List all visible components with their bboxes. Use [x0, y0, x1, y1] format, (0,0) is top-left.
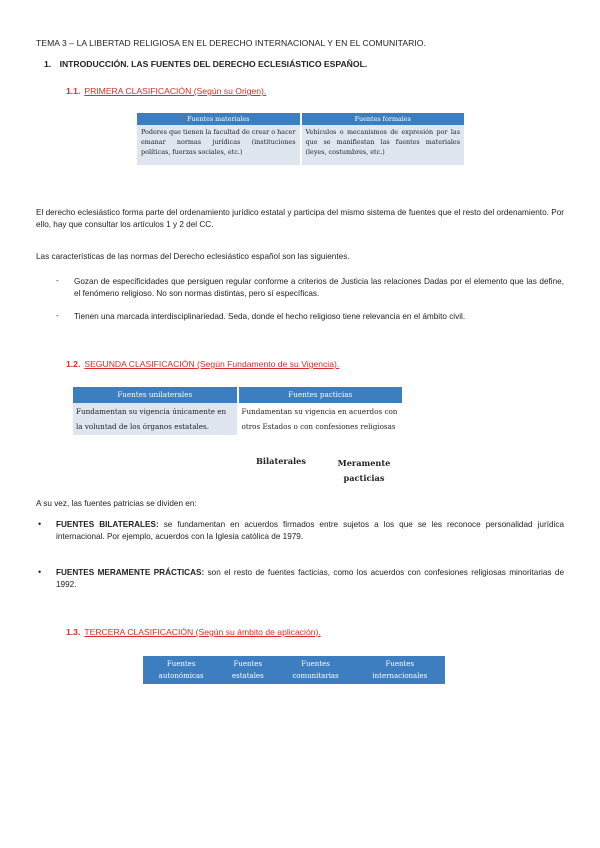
subsection-number: 1.3.: [66, 627, 81, 637]
bullet-text: son el resto de fuentes facticias, como los acuerdos con confesiones religiosas minoritarias de 1992.: [56, 568, 564, 589]
subsection-title: PRIMERA CLASIFICACIÓN (Según su Origen).: [84, 86, 267, 96]
subsection-heading-2: [66, 359, 339, 369]
section-heading: [44, 59, 367, 69]
table-header: Fuentes formales: [301, 113, 465, 125]
list-item: [56, 567, 564, 591]
bullet-label: FUENTES BILATERALES:: [56, 520, 159, 529]
list-item: Gozan de especificidades que persiguen regular conforme a criterios de Justicia las relaciones Dadas por el elemento que las define, el fenómeno religioso. No son normas distintas, pero sí específicas.: [74, 277, 564, 298]
sub-label-meramente-pacticias: Meramente pacticias: [337, 458, 391, 483]
list-item: Tienen una marcada interdisciplinariedad. Seda, donde el hecho religioso tiene relevancia en el ámbito civil.: [74, 312, 466, 321]
classification-table-origin: [137, 113, 464, 165]
table-cell: Poderes que tienen la facultad de crear o hacer emanar normas jurídicas (instituciones políticas, fuerzas sociales, etc.): [137, 125, 301, 165]
subsection-heading-3: [66, 627, 321, 637]
section-number: 1.: [44, 59, 52, 69]
dash-marker: -: [56, 311, 59, 320]
sub-label-bilaterales: Bilaterales: [256, 456, 306, 466]
document-title: TEMA 3 – LA LIBERTAD RELIGIOSA EN EL DERECHO INTERNACIONAL Y EN EL COMUNITARIO.: [36, 38, 426, 48]
table-cell: Vehículos o mecanismos de expresión por las que se manifiestan las fuentes materiales (leyes, costumbres, etc.): [301, 125, 465, 165]
table-cell: Fuentes autonómicas: [143, 656, 219, 684]
subsection-number: 1.2.: [66, 359, 81, 369]
subsection-heading-1: [66, 86, 266, 96]
table-cell: Fuentes estatales: [219, 656, 276, 684]
subsection-title: SEGUNDA CLASIFICACIÓN (Según Fundamento de su Vigencia).: [84, 359, 340, 369]
table-cell: Fuentes internacionales: [355, 656, 445, 684]
bullet-text: se fundamentan en acuerdos firmados entre sujetos a los que se les reconoce personalidad jurídica internacional. Por ejemplo, acuerdos con la Iglesia católica de 1979.: [56, 520, 565, 541]
subsection-title: TERCERA CLASIFICACIÓN (Según su ámbito de aplicación).: [84, 627, 321, 637]
paragraph: Las características de las normas del Derecho eclesiástico español son las siguientes.: [36, 252, 350, 261]
table-cell: Fundamentan su vigencia únicamente en la voluntad de los órganos estatales.: [73, 403, 238, 435]
section-title: INTRODUCCIÓN. LAS FUENTES DEL DERECHO ECLESIÁSTICO ESPAÑOL.: [59, 59, 368, 69]
table-header: Fuentes pacticias: [238, 387, 403, 403]
bullet-label: FUENTES MERAMENTE PRÁCTICAS:: [56, 568, 205, 577]
table-cell: Fundamentan su vigencia en acuerdos con otros Estados o con confesiones religiosas: [238, 403, 403, 435]
table-cell: Fuentes comunitarias: [276, 656, 354, 684]
table-header: Fuentes unilaterales: [73, 387, 238, 403]
paragraph: A su vez, las fuentes patricias se dividen en:: [36, 499, 197, 508]
paragraph: El derecho eclesiástico forma parte del ordenamiento jurídico estatal y participa del mismo sistema de fuentes que el resto del ordenamiento. Por ello, hay que consultar los artículos 1 y 2 del CC.: [36, 208, 564, 229]
bullet-marker: •: [38, 519, 42, 529]
classification-table-vigencia: [73, 387, 402, 435]
classification-table-ambito: [143, 656, 445, 684]
dash-marker: -: [56, 276, 59, 285]
bullet-marker: •: [38, 567, 42, 577]
subsection-number: 1.1.: [66, 86, 81, 96]
list-item: [56, 519, 564, 543]
table-header: Fuentes materiales: [137, 113, 301, 125]
